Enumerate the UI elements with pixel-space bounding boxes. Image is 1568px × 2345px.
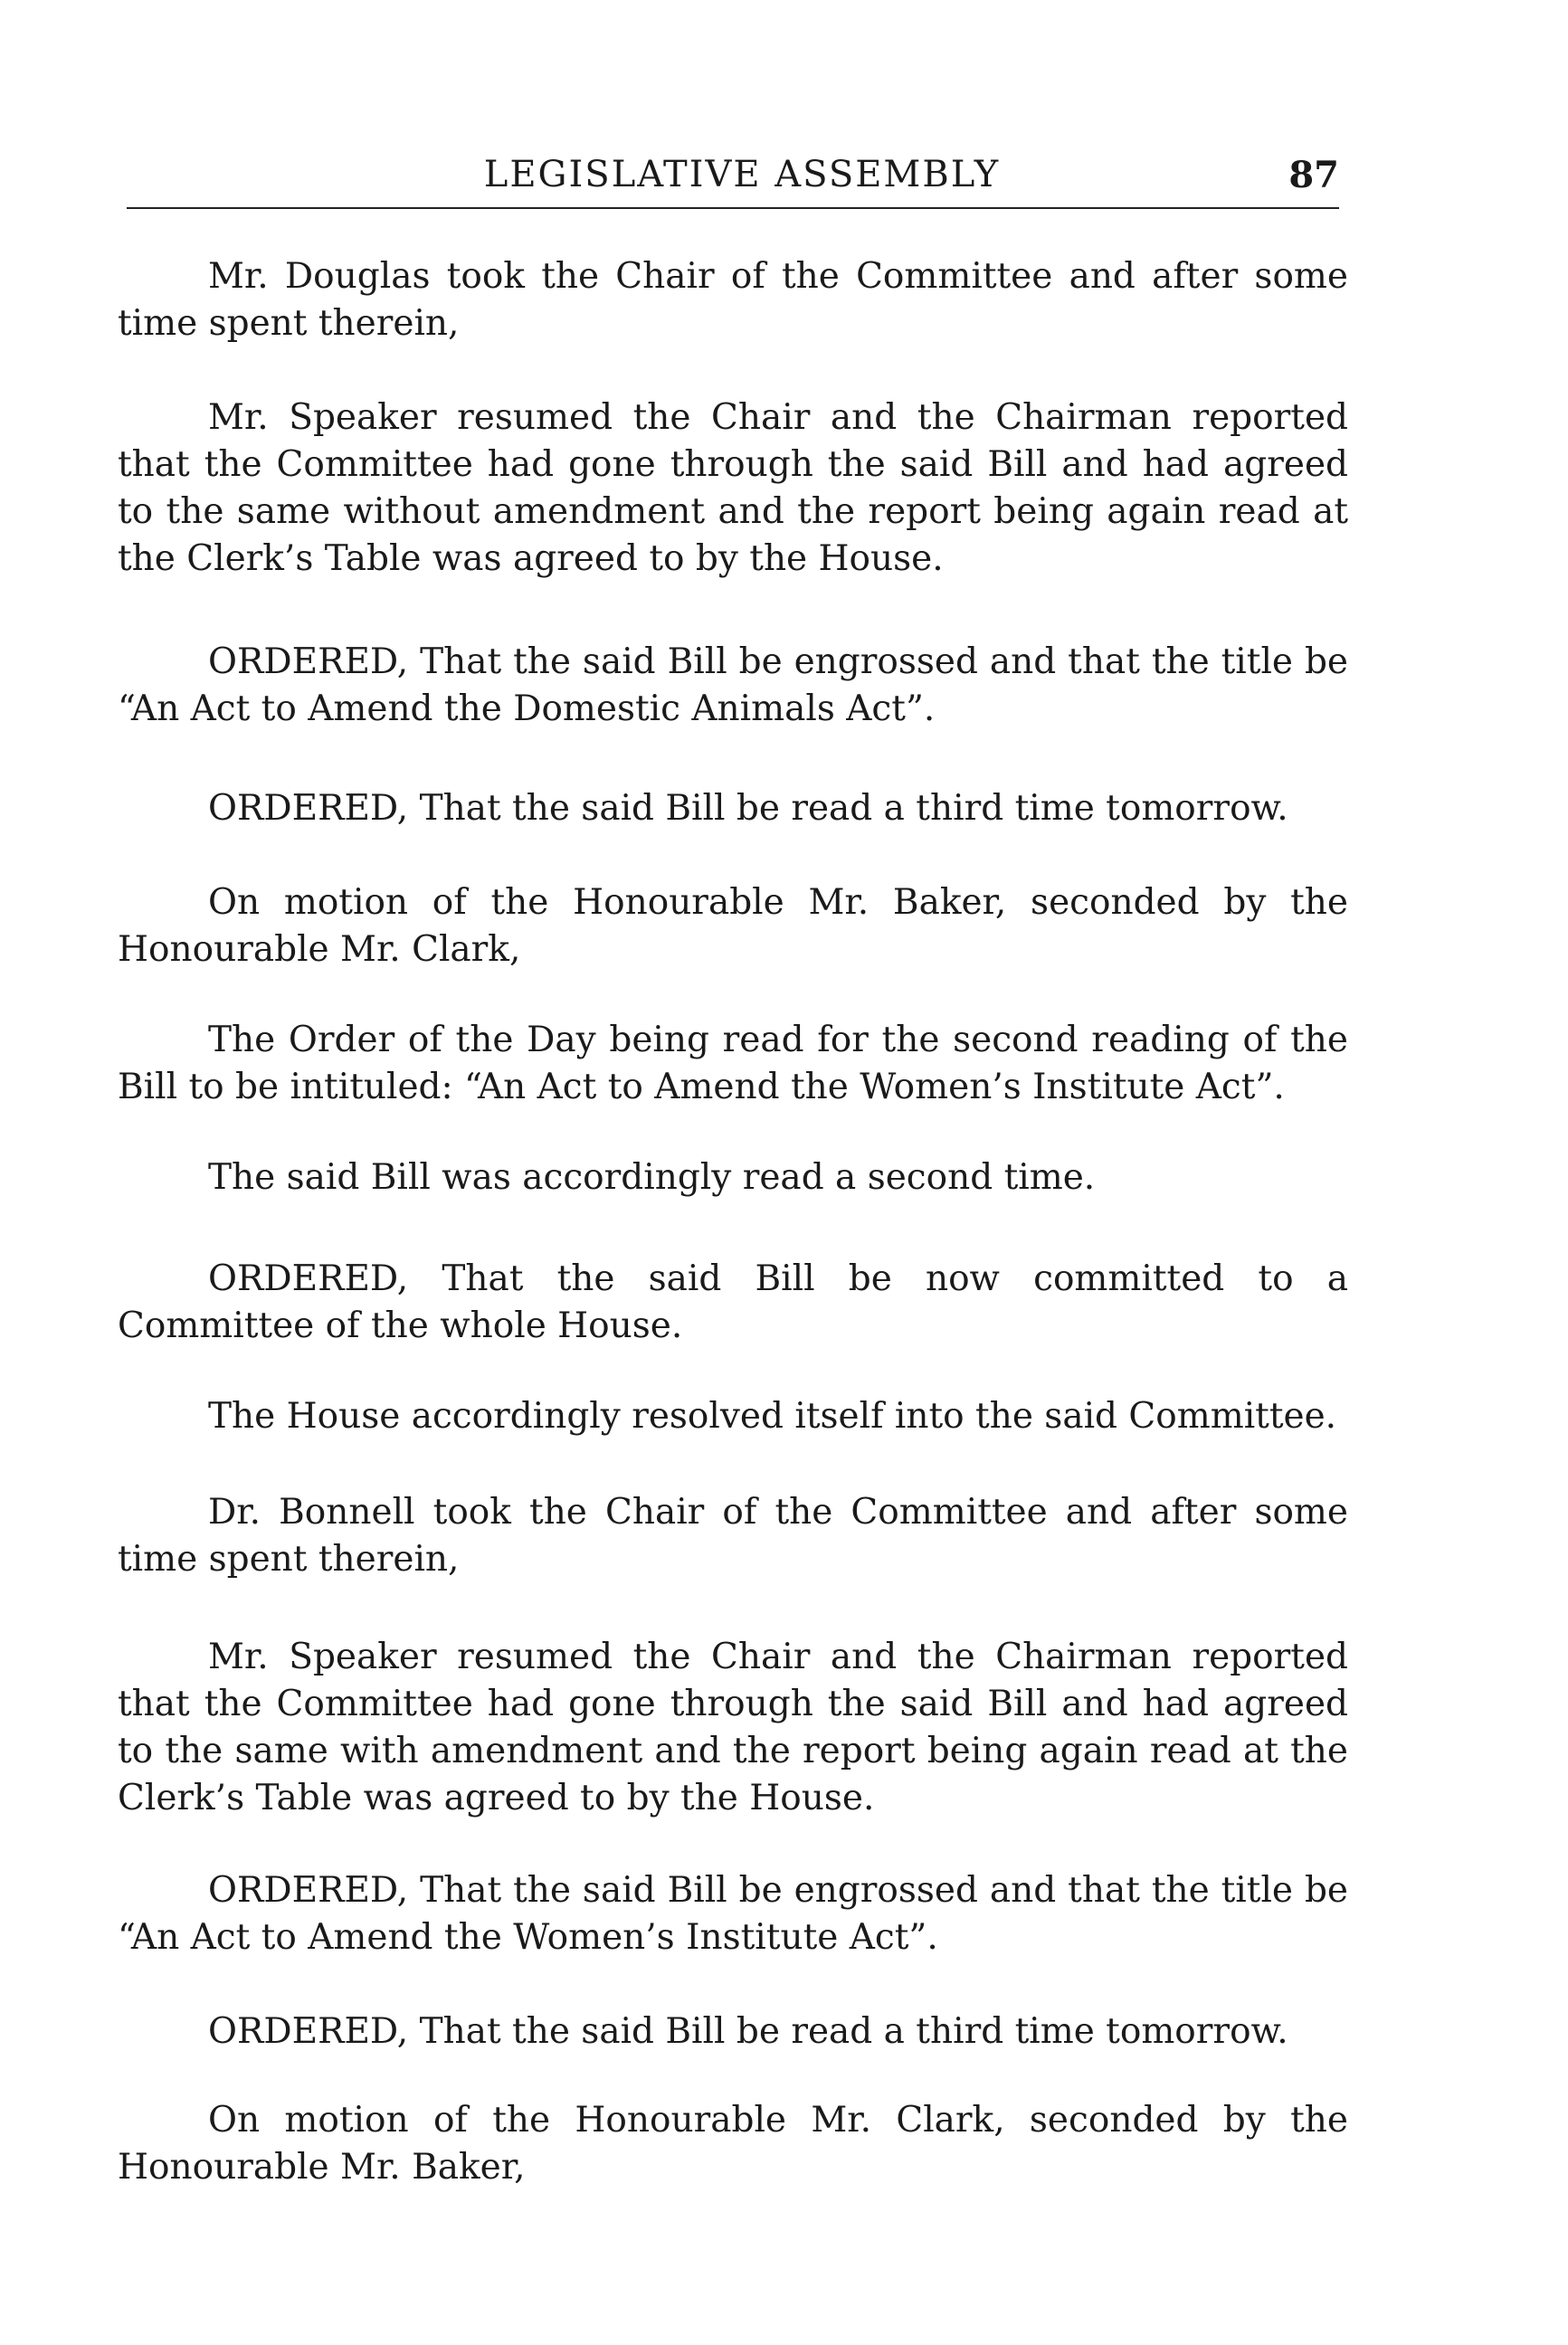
paragraph-speaker-report-2: Mr. Speaker resumed the Chair and the Chairman reported that the Committee had gone through the said Bill and had agreed to the same with amendment and the report being again read at the Clerk’s Table was agreed to by the House. [118,1637,1348,1818]
paragraph-house-resolved: The House accordingly resolved itself into the said Committee. [208,1396,1337,1437]
paragraph-ordered-third-reading-2: ORDERED, That the said Bill be read a third time tomorrow. [208,2011,1288,2052]
running-title: LEGISLATIVE ASSEMBLY [483,154,1001,195]
paragraph-committee-chair-douglas: Mr. Douglas took the Chair of the Committee and after some time spent therein, [118,256,1348,344]
paragraph-speaker-report-1: Mr. Speaker resumed the Chair and the Chairman reported that the Committee had gone through the said Bill and had agreed to the same without amendment and the report being again read at the Clerk’s Table was agreed to by the House. [118,397,1348,579]
paragraph-order-of-day: The Order of the Day being read for the second reading of the Bill to be intituled: “An Act to Amend the Women’s Institute Act”. [118,1020,1348,1107]
paragraph-committee-chair-bonnell: Dr. Bonnell took the Chair of the Committee and after some time spent therein, [118,1492,1348,1580]
paragraph-committed: ORDERED, That the said Bill be now committed to a Committee of the whole House. [118,1258,1348,1346]
page-number: 87 [1288,154,1339,196]
running-head [127,154,1357,208]
paragraph-ordered-third-reading-1: ORDERED, That the said Bill be read a third time tomorrow. [208,788,1288,829]
paragraph-ordered-engrossed-1: ORDERED, That the said Bill be engrossed and that the title be “An Act to Amend the Domestic Animals Act”. [118,641,1348,729]
paragraph-ordered-engrossed-2: ORDERED, That the said Bill be engrossed and that the title be “An Act to Amend the Women’s Institute Act”. [118,1870,1348,1958]
paragraph-second-reading: The said Bill was accordingly read a second time. [208,1157,1096,1198]
paragraph-motion-baker: On motion of the Honourable Mr. Baker, seconded by the Honourable Mr. Clark, [118,882,1348,970]
paragraph-motion-clark: On motion of the Honourable Mr. Clark, seconded by the Honourable Mr. Baker, [118,2100,1348,2188]
header-rule [127,207,1339,209]
